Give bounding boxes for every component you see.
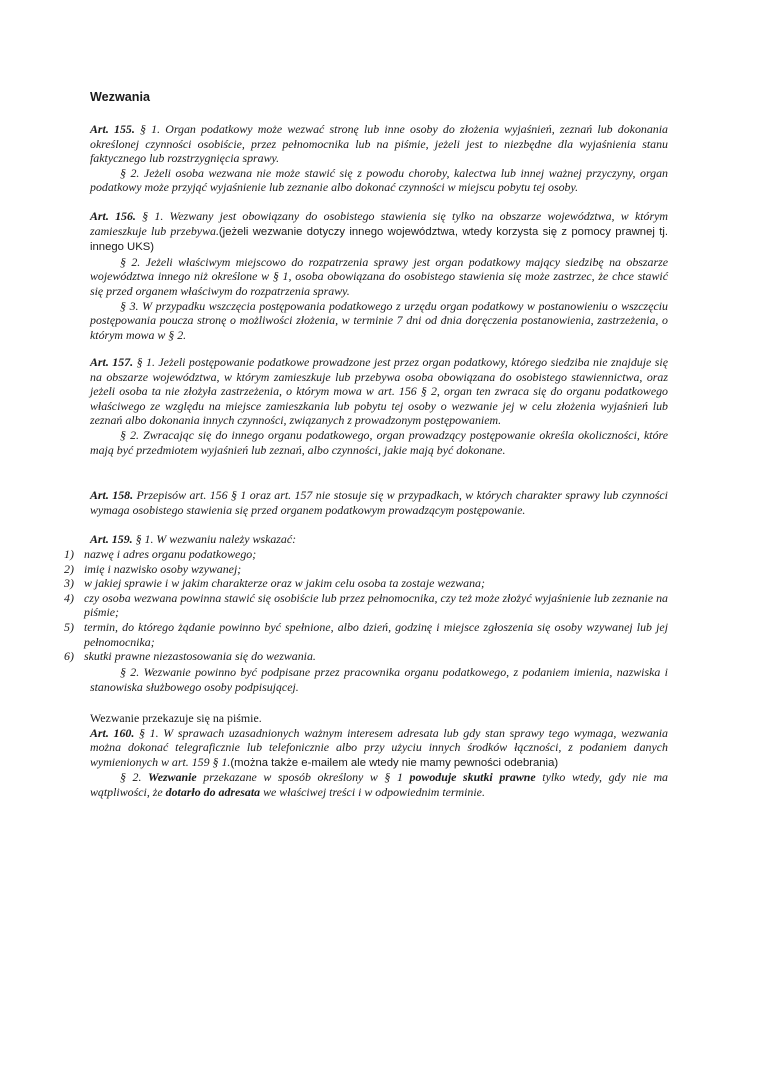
art157-label: Art. 157. — [90, 355, 134, 369]
art160-par2: § 2. Wezwanie przekazane w sposób określony w § 1 powoduje skutki prawne tylko wtedy, gdy nie ma wątpliwości, że dotarło do adresata we właściwej treści i w odpowiednim terminie. — [90, 770, 669, 799]
list-item: 3) w jakiej sprawie i w jakim charakterze oraz w jakim celu osoba ta zostaje wezwana; — [64, 576, 485, 591]
art156-par1: Art. 156. § 1. Wezwany jest obowiązany do osobistego stawienia się tylko na obszarze województwa, w którym zamieszkuje lub przebywa.(jeżeli wezwanie dotyczy innego województwa, wtedy korzysta się z pomocy prawnej tj. innego UKS) — [90, 209, 668, 254]
page-title: Wezwania — [90, 90, 150, 104]
art156-label: Art. 156. — [90, 209, 136, 223]
article-159-par2 — [90, 665, 668, 694]
art158-label: Art. 158. — [90, 488, 134, 502]
art156-par2: § 2. Jeżeli właściwym miejscowo do rozpatrzenia sprawy jest organ podatkowy mający siedzibę na obszarze województwa innego niż określone w § 1, osoba obowiązana do osobistego stawienia się może zastrzec, że chce stawić się przed organem właściwym do rozpatrzenia sprawy. — [90, 254, 668, 298]
art160-par1: Art. 160. § 1. W sprawach uzasadnionych ważnym interesem adresata lub gdy stan sprawy tego wymaga, wezwania można dokonać telegraficznie lub telefonicznie albo przy użyciu innych środków łączności, z podaniem danych wymienionych w art. 159 § 1.(można także e-mailem ale wtedy nie mamy pewności odebrania) — [90, 725, 668, 769]
art156-note: (jeżeli wezwanie dotyczy innego województwa, wtedy korzysta się z pomocy prawnej tj. innego UKS) — [90, 225, 668, 254]
art159-par2: § 2. Wezwanie powinno być podpisane przez pracownika organu podatkowego, z podaniem imienia, nazwiska i stanowiska służbowego osoby podpisującej. — [90, 665, 668, 694]
art155-par2: § 2. Jeżeli osoba wezwana nie może stawić się z powodu choroby, kalectwa lub innej ważnej przyczyny, organ podatkowy może przyjąć wyjaśnienie lub zeznanie albo dokonać czynności w miejscu pobytu tej osoby. — [90, 165, 668, 195]
art160-note: (można także e-mailem ale wtedy nie mamy pewności odebrania) — [230, 756, 559, 769]
list-item: 1) nazwę i adres organu podatkowego; — [64, 547, 257, 561]
art155-par1: Art. 155. § 1. Organ podatkowy może wezwać stronę lub inne osoby do złożenia wyjaśnień, zeznań lub dokonania określonej czynności osobiście, przez pełnomocnika lub na piśmie, jeżeli jest to niezbędne dla wyjaśnienia stanu faktycznego lub rozstrzygnięcia sprawy. — [90, 122, 668, 166]
article-159-intro — [90, 532, 668, 547]
article-155 — [90, 122, 668, 195]
article-156 — [90, 209, 668, 342]
list-item: 4) czy osoba wezwana powinna stawić się osobiście lub przez pełnomocnika, czy też może złożyć wyjaśnienie lub zeznanie na piśmie; — [64, 590, 668, 620]
art157-par2: § 2. Zwracając się do innego organu podatkowego, organ prowadzący postępowanie określa okoliczności, które mają być przedmiotem wyjaśnień lub zeznań, albo czynności, jakie mają być dokonane. — [90, 427, 668, 457]
art159-label: Art. 159. — [90, 532, 133, 546]
art160-label: Art. 160. — [90, 725, 135, 740]
article-158 — [90, 488, 668, 517]
list-item: 5) termin, do którego żądanie powinno być spełnione, albo dzień, godzinę i miejsce zgłoszenia się osoby wzywanej lub jej pełnomocnika; — [64, 619, 668, 649]
art159-par1: Art. 159. § 1. W wezwaniu należy wskazać: — [90, 532, 297, 546]
list-item: 6) skutki prawne niezastosowania się do wezwania. — [64, 649, 316, 664]
art158-par1: Art. 158. Przepisów art. 156 § 1 oraz art. 157 nie stosuje się w przypadkach, w których charakter sprawy lub czynności wymaga osobistego stawienia się przed organem podatkowym prowadzącym postępowanie. — [90, 488, 668, 517]
art159-list — [64, 547, 668, 664]
list-item: 2) imię i nazwisko osoby wzywanej; — [64, 561, 242, 576]
art156-par3: § 3. W przypadku wszczęcia postępowania podatkowego z urzędu organ podatkowy w postanowieniu o wszczęciu postępowania poucza stronę o możliwości złożenia, w terminie 7 dni od dnia doręczenia postanowienia, zastrzeżenia, o którym mowa w § 2. — [90, 298, 668, 342]
article-160 — [90, 711, 668, 800]
art157-par1: Art. 157. § 1. Jeżeli postępowanie podatkowe prowadzone jest przez organ podatkowy, którego siedziba nie znajduje się na obszarze województwa, w którym zamieszkuje lub przebywa osoba obowiązana do osobistego stawiennictwa, oraz jeżeli osoba ta nie złożyła zastrzeżenia, o którym mowa w art. 156 § 2, organ ten zwraca się do organu podatkowego właściwego ze względu na miejsce zamieszkania lub pobytu tej osoby o wezwanie jej w celu złożenia wyjaśnień lub zeznań albo dokonania innych czynności, związanych z prowadzonym postępowaniem. — [90, 355, 668, 428]
art155-label: Art. 155. — [90, 122, 135, 136]
written-note: Wezwanie przekazuje się na piśmie. — [90, 711, 262, 725]
article-157 — [90, 355, 668, 457]
